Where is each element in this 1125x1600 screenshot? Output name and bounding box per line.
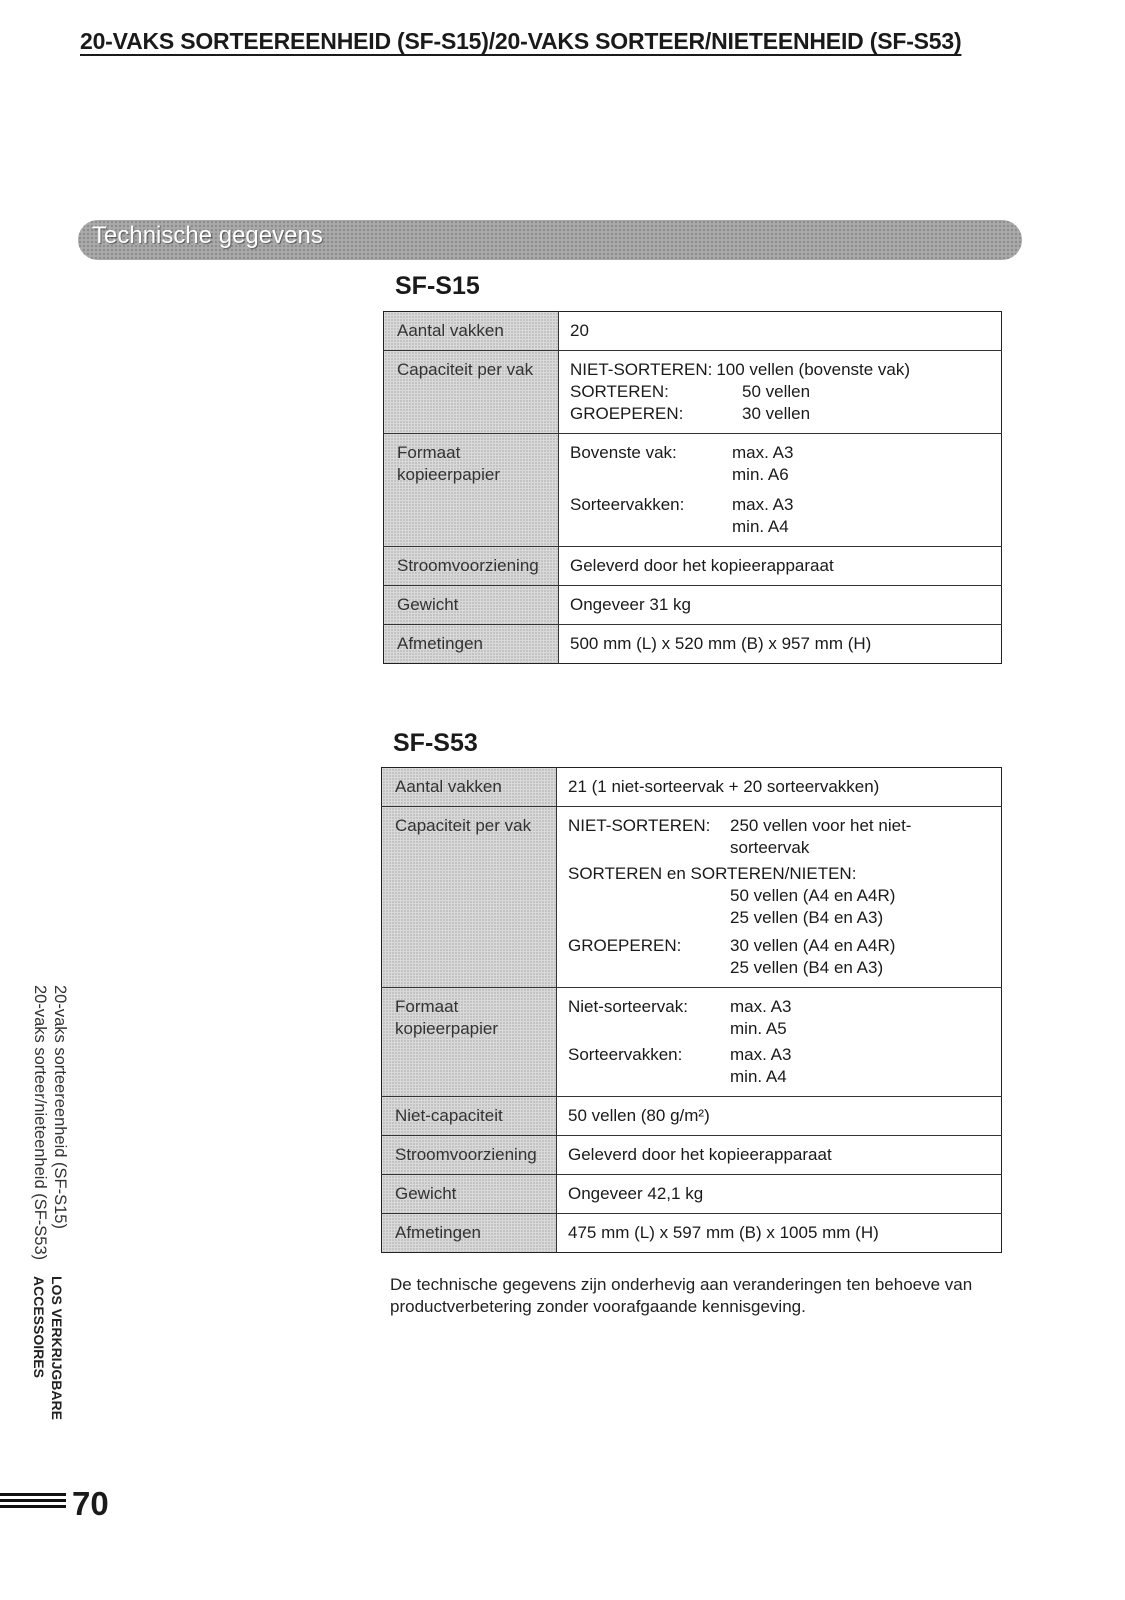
row-label: Niet-capaciteit (382, 1097, 557, 1136)
line-key: SORTEREN: (570, 382, 669, 401)
line-key (568, 1066, 730, 1088)
row-label: Capaciteit per vak (384, 351, 559, 434)
line-key: Bovenste vak: (570, 443, 677, 462)
row-label: Capaciteit per vak (382, 807, 557, 988)
section-banner (78, 220, 1022, 260)
row-label: Afmetingen (382, 1214, 557, 1253)
table-row (382, 1136, 1002, 1175)
row-value: Geleverd door het kopieerapparaat (559, 547, 1002, 586)
row-value: 20 (570, 321, 589, 340)
line-heading: SORTEREN en SORTEREN/NIETEN: (568, 864, 857, 883)
table-row (382, 807, 1002, 988)
line-key: Sorteervakken: (570, 495, 685, 514)
footnote: De technische gegevens zijn onderhevig aan veranderingen ten behoeve van productverbetering zonder voorafgaande kennisgeving. (390, 1275, 973, 1316)
page-header: 20-VAKS SORTEEREENHEID (SF-S15)/20-VAKS SORTEER/NIETEENHEID (SF-S53) (80, 28, 962, 54)
line-value: min. A4 (730, 1067, 787, 1086)
line-key: NIET-SORTEREN: (568, 816, 711, 835)
row-label: Aantal vakken (384, 312, 559, 351)
line-value: 25 vellen (B4 en A3) (730, 908, 884, 927)
line-value: min. A4 (732, 517, 789, 536)
line-key (570, 516, 732, 538)
line-key (570, 464, 732, 486)
row-value: 500 mm (L) x 520 mm (B) x 957 mm (H) (559, 625, 1002, 664)
line-key (568, 1018, 730, 1040)
side-section-line: LOS VERKRIJGBARE (49, 1276, 65, 1420)
row-value: Geleverd door het kopieerapparaat (557, 1136, 1002, 1175)
row-label-line: Formaat (395, 997, 459, 1016)
line-key: GROEPEREN: (568, 936, 682, 955)
table-row (384, 434, 1002, 547)
page-marker-lines-icon (0, 1493, 66, 1517)
line-value: sorteervak (730, 838, 810, 857)
line-key: Niet-sorteervak: (568, 997, 688, 1016)
side-chapter-label (30, 985, 70, 1260)
line-value: max. A3 (732, 443, 794, 462)
line-value: max. A3 (730, 1045, 792, 1064)
row-value (557, 807, 1002, 988)
line-value: 30 vellen (742, 404, 811, 423)
line-value: 30 vellen (A4 en A4R) (730, 936, 896, 955)
row-label-line: Formaat (397, 443, 461, 462)
row-value (559, 351, 1002, 434)
row-label: Afmetingen (384, 625, 559, 664)
line-value: min. A5 (730, 1019, 787, 1038)
row-value: 475 mm (L) x 597 mm (B) x 1005 mm (H) (557, 1214, 1002, 1253)
row-label-line: kopieerpapier (395, 1019, 499, 1038)
row-label: Stroomvoorziening (382, 1136, 557, 1175)
table-row (384, 625, 1002, 664)
table-row (384, 312, 1002, 351)
row-label: Gewicht (384, 586, 559, 625)
side-section-line: ACCESSOIRES (31, 1276, 47, 1378)
line-value: max. A3 (732, 495, 794, 514)
row-value: Ongeveer 31 kg (559, 586, 1002, 625)
line-key: NIET-SORTEREN: (570, 360, 713, 379)
table-row (382, 1097, 1002, 1136)
sf-s53-title: SF-S53 (393, 729, 478, 757)
line-key: GROEPEREN: (570, 404, 684, 423)
line-value: 25 vellen (B4 en A3) (730, 958, 884, 977)
side-section-label (30, 1276, 66, 1420)
sf-s15-title: SF-S15 (395, 272, 480, 300)
table-row (384, 351, 1002, 434)
side-chapter-line: 20-vaks sorteer/nieteenheid (SF-S53) (31, 985, 49, 1261)
row-value: 50 vellen (80 g/m²) (557, 1097, 1002, 1136)
line-value: min. A6 (732, 465, 789, 484)
sf-s15-spec-table (383, 311, 1002, 664)
page-number: 70 (72, 1485, 109, 1522)
row-label-line: kopieerpapier (397, 465, 501, 484)
line-value: 100 vellen (bovenste vak) (716, 360, 911, 379)
row-label: Aantal vakken (382, 768, 557, 807)
line-value: 50 vellen (A4 en A4R) (730, 886, 896, 905)
table-row (382, 768, 1002, 807)
table-row (384, 547, 1002, 586)
side-chapter-line: 20-vaks sorteereenheid (SF-S15) (51, 985, 69, 1229)
table-row (384, 586, 1002, 625)
row-value: Ongeveer 42,1 kg (557, 1175, 1002, 1214)
sf-s53-spec-table (381, 767, 1002, 1253)
line-key: Sorteervakken: (568, 1045, 683, 1064)
table-row (382, 1175, 1002, 1214)
section-banner-label: Technische gegevens (92, 222, 323, 249)
line-value: 250 vellen voor het niet- (730, 816, 912, 835)
line-value: max. A3 (730, 997, 792, 1016)
row-label: Gewicht (382, 1175, 557, 1214)
table-row (382, 988, 1002, 1097)
row-value (557, 988, 1002, 1097)
row-value: 21 (1 niet-sorteervak + 20 sorteervakken) (568, 777, 880, 796)
row-label: Stroomvoorziening (384, 547, 559, 586)
table-row (382, 1214, 1002, 1253)
row-value (559, 434, 1002, 547)
row-label (384, 434, 559, 547)
line-value: 50 vellen (742, 382, 811, 401)
row-label (382, 988, 557, 1097)
